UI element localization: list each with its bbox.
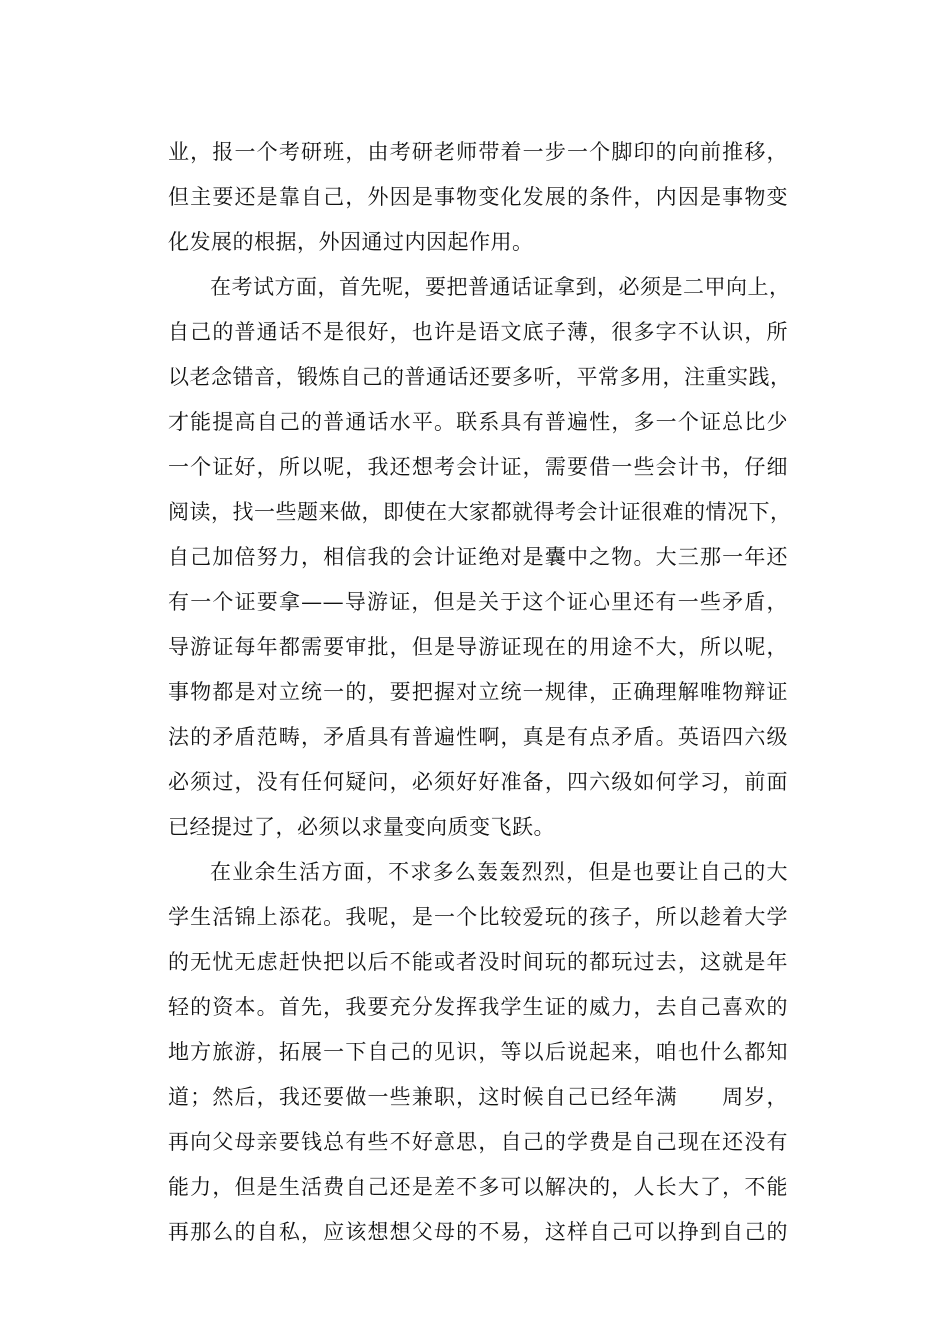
text-line: 法的矛盾范畴，矛盾具有普遍性啊，真是有点矛盾。英语四六级 — [168, 725, 788, 749]
text-line: 必须过，没有任何疑问，必须好好准备，四六级如何学习，前面 — [168, 770, 788, 794]
text-line: 事物都是对立统一的，要把握对立统一规律，正确理解唯物辩证 — [168, 680, 788, 704]
text-line: 道；然后，我还要做一些兼职，这时候自己已经年满 周岁， — [168, 1085, 788, 1109]
text-line: 才能提高自己的普通话水平。联系具有普遍性，多一个证总比少 — [168, 410, 788, 434]
text-line: 学生活锦上添花。我呢，是一个比较爱玩的孩子，所以趁着大学 — [168, 905, 788, 929]
text-line: 但主要还是靠自己，外因是事物变化发展的条件，内因是事物变 — [168, 185, 788, 209]
text-line: 的无忧无虑赶快把以后不能或者没时间玩的都玩过去，这就是年 — [168, 950, 788, 974]
text-line: 业，报一个考研班，由考研老师带着一步一个脚印的向前推移， — [168, 140, 788, 164]
text-line: 化发展的根据，外因通过内因起作用。 — [168, 230, 534, 254]
paragraph-start-line: 在考试方面，首先呢，要把普通话证拿到，必须是二甲向上， — [210, 275, 791, 299]
text-line: 一个证好，所以呢，我还想考会计证，需要借一些会计书，仔细 — [168, 455, 788, 479]
text-line: 轻的资本。首先，我要充分发挥我学生证的威力，去自己喜欢的 — [168, 995, 788, 1019]
text-line: 再那么的自私，应该想想父母的不易，这样自己可以挣到自己的 — [168, 1220, 788, 1244]
text-line: 已经提过了，必须以求量变向质变飞跃。 — [168, 815, 555, 839]
text-line: 再向父母亲要钱总有些不好意思，自己的学费是自己现在还没有 — [168, 1130, 788, 1154]
text-line: 能力，但是生活费自己还是差不多可以解决的，人长大了，不能 — [168, 1175, 788, 1199]
text-line: 阅读，找一些题来做，即使在大家都就得考会计证很难的情况下， — [168, 500, 792, 524]
text-line: 自己的普通话不是很好，也许是语文底子薄，很多字不认识，所 — [168, 320, 788, 344]
text-line: 导游证每年都需要审批，但是导游证现在的用途不大，所以呢， — [168, 635, 788, 659]
text-line: 以老念错音，锻炼自己的普通话还要多听，平常多用，注重实践， — [168, 365, 792, 389]
text-line: 自己加倍努力，相信我的会计证绝对是囊中之物。大三那一年还 — [168, 545, 788, 569]
paragraph-start-line: 在业余生活方面，不求多么轰轰烈烈，但是也要让自己的大 — [210, 860, 788, 884]
text-line: 地方旅游，拓展一下自己的见识，等以后说起来，咱也什么都知 — [168, 1040, 788, 1064]
text-line: 有一个证要拿——导游证，但是关于这个证心里还有一些矛盾， — [168, 590, 788, 614]
